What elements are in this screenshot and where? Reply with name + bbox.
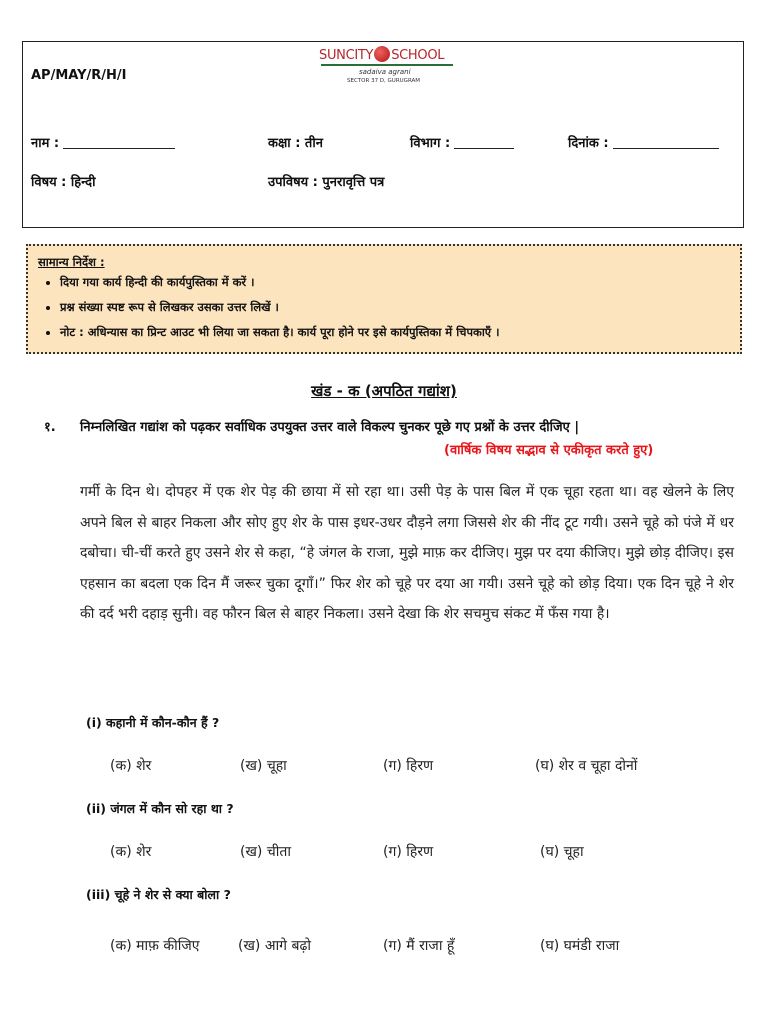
instructions-title: सामान्य निर्देश : <box>38 255 105 269</box>
option: (घ) चूहा <box>540 844 584 860</box>
subquestion-label: (i) कहानी में कौन-कौन हैं ? <box>86 715 220 730</box>
document-code: AP/MAY/R/H/I <box>31 68 127 83</box>
instructions-list <box>38 270 740 345</box>
name-blank <box>63 136 175 149</box>
subject-label: विषय : हिन्दी <box>31 175 96 190</box>
name-label: नाम : <box>31 136 60 151</box>
instructions-box <box>26 244 742 354</box>
question-note: (वार्षिक विषय सद्भाव से एकीकृत करते हुए) <box>444 443 654 458</box>
option: (घ) शेर व चूहा दोनों <box>535 758 638 774</box>
school-logo <box>319 44 459 90</box>
instruction-item: • दिया गया कार्य हिन्दी की कार्यपुस्तिका में करें । <box>60 270 740 295</box>
section-blank <box>454 136 514 149</box>
section-field <box>410 133 514 151</box>
logo-address: SECTOR 37 D, GURUGRAM <box>347 78 421 84</box>
subquestion-label: (iii) चूहे ने शेर से क्या बोला ? <box>86 887 231 902</box>
logo-school: SCHOOL <box>391 48 445 63</box>
date-field <box>568 133 719 151</box>
date-blank <box>613 136 719 149</box>
section-title-text: खंड - क (अपठित गद्यांश) <box>311 382 457 400</box>
option: (घ) घमंडी राजा <box>540 938 620 954</box>
question-number: १. <box>44 420 56 435</box>
header-box <box>22 41 744 228</box>
subquestion-label: (ii) जंगल में कौन सो रहा था ? <box>86 801 234 816</box>
name-field <box>31 133 175 151</box>
question-text: निम्नलिखित गद्यांश को पढ़कर सर्वाधिक उपयुक्त उत्तर वाले विकल्प चुनकर पूछे गए प्रश्नों के उत्तर दीजिए | <box>80 420 580 435</box>
option: (क) शेर <box>110 758 152 774</box>
option: (क) माफ़ कीजिए <box>110 938 200 954</box>
subsubject-label: उपविषय : पुनरावृत्ति पत्र <box>268 175 385 190</box>
option: (ख) आगे बढ़ो <box>238 938 311 954</box>
instruction-item: • प्रश्न संख्या स्पष्ट रूप से लिखकर उसका उत्तर लिखें । <box>60 295 740 320</box>
option: (ग) हिरण <box>383 758 434 774</box>
option: (ख) चीता <box>240 844 291 860</box>
logo-underline <box>321 64 453 66</box>
section-label: विभाग : <box>410 136 451 151</box>
option: (ख) चूहा <box>240 758 287 774</box>
ball-icon <box>374 46 390 62</box>
date-label: दिनांक : <box>568 136 609 151</box>
option: (क) शेर <box>110 844 152 860</box>
instruction-item: • नोट : अधिन्यास का प्रिन्ट आउट भी लिया जा सकता है। कार्य पूरा होने पर इसे कार्यपुस्तिका में चिपकाएँ । <box>60 320 740 345</box>
class-label: कक्षा : तीन <box>268 136 323 151</box>
logo-brand: SUNCITY <box>319 48 374 63</box>
section-title <box>0 381 768 401</box>
option: (ग) हिरण <box>383 844 434 860</box>
option: (ग) मैं राजा हूँ <box>383 938 455 954</box>
passage: गर्मी के दिन थे। दोपहर में एक शेर पेड़ की छाया में सो रहा था। उसी पेड़ के पास बिल में एक चूहा रहता था। वह खेलने के लिए अपने बिल से बाहर निकला और सोए हुए शेर के पास इधर-उधर दौड़ने लगा जिससे शेर की नींद टूट गयी। उसने चूहे को पंजे में धर दबोचा। ची-चीं करते हुए उसने शेर से कहा, “हे जंगल के राजा, मुझे माफ़ कर दीजिए। मुझ पर दया कीजिए। मुझे छोड़ दीजिए। इस एहसान का बदला एक दिन मैं जरूर चुका दूगाँ।” फिर शेर को चूहे पर दया आ गयी। उसने चूहे को छोड़ दिया। एक दिन चूहे ने शेर की दर्द भरी दहाड़ सुनी। वह फौरन बिल से बाहर निकला। उसने देखा कि शेर सचमुच संकट में फँस गया है। <box>80 484 734 622</box>
logo-tagline: sadaiva agrani <box>359 68 411 76</box>
